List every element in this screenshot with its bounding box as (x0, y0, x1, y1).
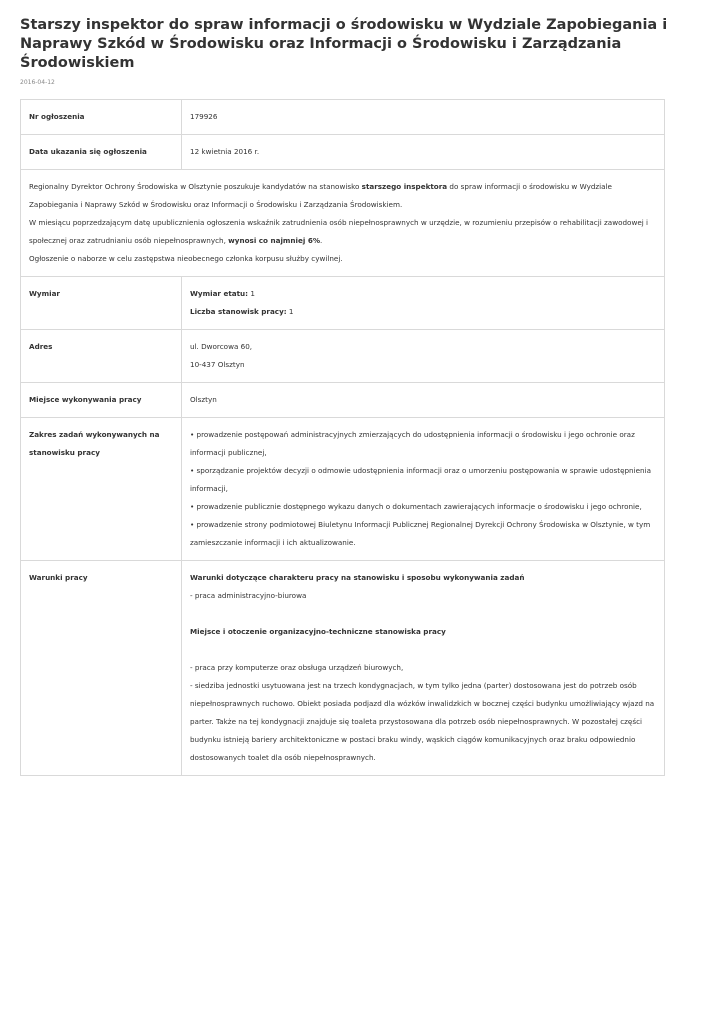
intro-text: Regionalny Dyrektor Ochrony Środowiska w Olsztynie poszukuje kandydatów na stanowisko (29, 182, 362, 191)
warunki-value (182, 561, 665, 776)
table-row (21, 561, 665, 776)
miejsce-label: Miejsce wykonywania pracy (21, 383, 182, 418)
zakres-item: • prowadzenie strony podmiotowej Biuletynu Informacji Publicznej Regionalnej Dyrekcji Ochrony Środowiska w Olsztynie, w tym zamieszczanie informacji i ich aktualizowanie. (190, 520, 651, 547)
intro-text: do spraw informacji o środowisku w Wydziale Zapobiegania i Naprawy Szkód w Środowisku oraz Informacji o Środowisku i Zarządzania Środowiskiem. (29, 182, 612, 209)
zakres-value (182, 418, 665, 561)
nr-value: 179926 (182, 100, 665, 135)
table-row (21, 100, 665, 135)
wymiar-etatu-label: Wymiar etatu: (190, 289, 249, 298)
table-row (21, 418, 665, 561)
table-row (21, 135, 665, 170)
table-row (21, 277, 665, 330)
adres-line-2: 10-437 Olsztyn (190, 360, 245, 369)
warunki-heading-2-text: Miejsce i otoczenie organizacyjno-techniczne stanowiska pracy (190, 627, 446, 636)
warunki-heading-1-text: Warunki dotyczące charakteru pracy na stanowisku i sposobu wykonywania zadań (190, 573, 525, 582)
zakres-label: Zakres zadań wykonywanych na stanowisku pracy (21, 418, 182, 561)
date-value: 12 kwietnia 2016 r. (182, 135, 665, 170)
adres-value (182, 330, 665, 383)
wymiar-value (182, 277, 665, 330)
adres-line-1: ul. Dworcowa 60, (190, 342, 253, 351)
warunki-heading-2 (190, 623, 656, 641)
miejsce-value: Olsztyn (182, 383, 665, 418)
publication-date: 2016-04-12 (20, 79, 55, 86)
liczba-stanowisk-label: Liczba stanowisk pracy: (190, 307, 287, 316)
warunki-heading-1 (190, 569, 656, 587)
table-row (21, 383, 665, 418)
intro-text: W miesiącu poprzedzającym datę upublicznienia ogłoszenia wskaźnik zatrudnienia osób niepełnosprawnych w urzędzie, w rozumieniu przepisów o rehabilitacji zawodowej i społecznej oraz zatrudnianiu osób niepełnosprawnych, (29, 218, 649, 245)
nr-label: Nr ogłoszenia (21, 100, 182, 135)
intro-bold: wynosi co najmniej 6% (228, 236, 321, 245)
wymiar-label: Wymiar (21, 277, 182, 330)
spacer (190, 605, 656, 623)
page-title: Starszy inspektor do spraw informacji o środowisku w Wydziale Zapobiegania i Naprawy Szkód w Środowisku oraz Informacji o Środowisku i Zarządzania Środowiskiem (20, 17, 668, 71)
liczba-stanowisk (190, 303, 656, 321)
adres-label: Adres (21, 330, 182, 383)
intro-paragraph-3: Ogłoszenie o naborze w celu zastępstwa nieobecnego członka korpusu służby cywilnej. (29, 254, 343, 263)
intro-cell (21, 170, 665, 277)
table-row (21, 170, 665, 277)
wymiar-etatu-value: 1 (248, 289, 255, 298)
spacer (190, 641, 656, 659)
intro-paragraph-1 (29, 178, 656, 214)
intro-bold: starszego inspektora (361, 182, 448, 191)
warunki-text-3: - siedziba jednostki usytuowana jest na trzech kondygnacjach, w tym tylko jedna (parter) dostosowana jest do potrzeb osób niepełnosprawnych ruchowo. Obiekt posiada podjazd dla wózków inwalidzkich w bocznej części budynku umożliwiający wjazd na parter. Także na tej kondygnacji znajduje się toaleta przystosowana dla potrzeb osób niepełnosprawnych. W pozostałej części budynku istnieją bariery architektoniczne w postaci braku windy, wąskich ciągów komunikacyjnych oraz braku odpowiednio dostosowanych toalet dla osób niepełnosprawnych. (190, 681, 655, 762)
announcement-table (20, 99, 665, 776)
warunki-text-1: - praca administracyjno-biurowa (190, 591, 307, 600)
liczba-stanowisk-value: 1 (286, 307, 294, 316)
table-row (21, 330, 665, 383)
intro-paragraph-2 (29, 214, 656, 250)
zakres-item: • prowadzenie postępowań administracyjnych zmierzających do udostępnienia informacji o środowisku i jego ochronie oraz informacji publicznej, (190, 430, 635, 457)
wymiar-etatu (190, 285, 656, 303)
warunki-text-2: - praca przy komputerze oraz obsługa urządzeń biurowych, (190, 663, 404, 672)
intro-text: . (320, 236, 323, 245)
warunki-label: Warunki pracy (21, 561, 182, 776)
zakres-item: • sporządzanie projektów decyzji o odmowie udostępnienia informacji oraz o umorzeniu postępowania w sprawie udostępnienia informacji, (190, 466, 651, 493)
zakres-item: • prowadzenie publicznie dostępnego wykazu danych o dokumentach zawierających informacje o środowisku i jego ochronie, (190, 502, 642, 511)
date-label: Data ukazania się ogłoszenia (21, 135, 182, 170)
